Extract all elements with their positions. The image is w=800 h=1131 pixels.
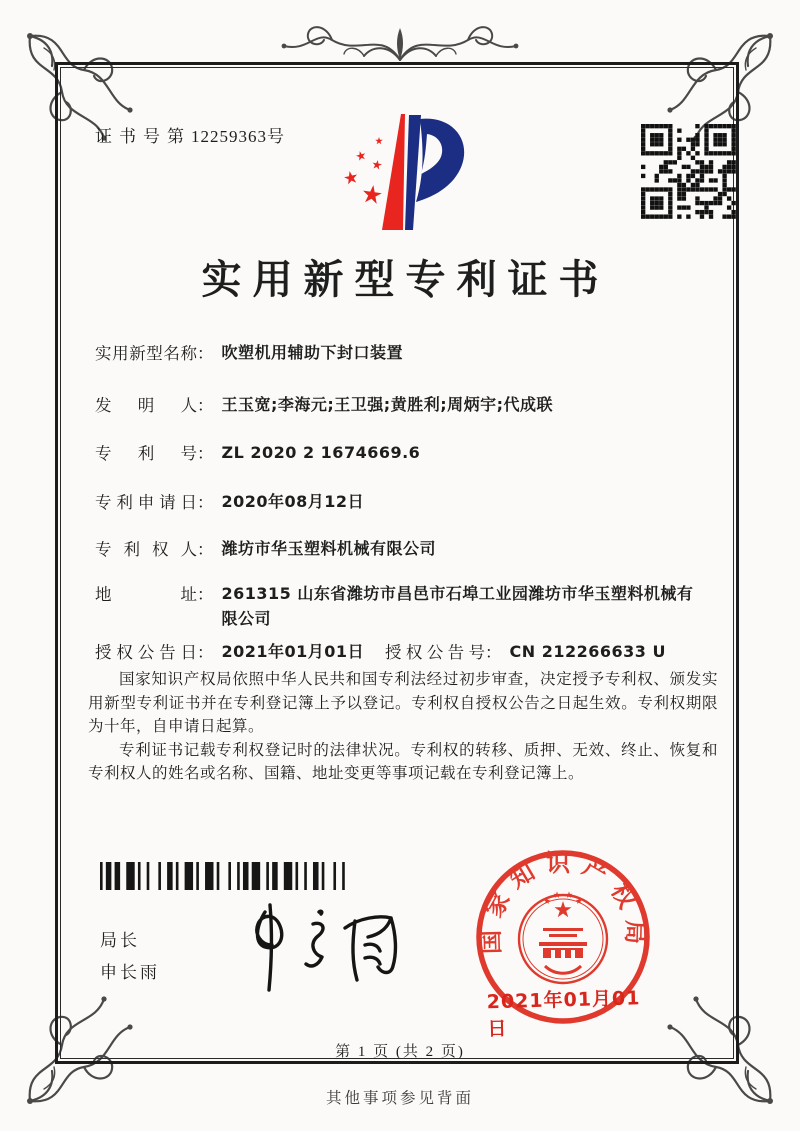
top-center-flourish — [270, 10, 530, 70]
field-label: 专利号 — [95, 444, 197, 463]
seal-ring-text: 国家知识产权局 — [478, 851, 648, 955]
certificate-title: 实用新型专利证书 — [201, 257, 610, 302]
officer-name: 申长雨 — [100, 963, 160, 983]
certificate-number — [95, 122, 291, 147]
field-value: 吹塑机用辅助下封口装置 — [221, 343, 404, 362]
field-value: 潍坊市华玉塑料机械有限公司 — [221, 539, 437, 558]
field-value: 2021年01月01日 — [221, 642, 365, 661]
field-label: 发明人 — [95, 396, 197, 415]
field-label: 地址 — [95, 585, 197, 604]
field-row-patent-number: 专利号 ： ZL 2020 2 1674669.6 — [95, 440, 420, 465]
field-row-filing-date: 专利申请日 ： 2020年08月12日 — [95, 489, 364, 514]
field-value: 261315 山东省潍坊市昌邑市石埠工业园潍坊市华玉塑料机械有限公司 — [221, 584, 694, 628]
legal-paragraph-1: 国家知识产权局依照中华人民共和国专利法经过初步审查，决定授予专利权、颁发实用新型专利证书并在专利登记簿上予以登记。专利权自授权公告之日起生效。专利权期限为十年，自申请日起算。 — [88, 671, 718, 735]
certificate-number-suffix: 号 — [267, 127, 291, 146]
officer-title: 局长 — [100, 931, 140, 951]
field-row-address: 地址 ： 261315 山东省潍坊市昌邑市石埠工业园潍坊市华玉塑料机械有限公司 — [95, 581, 700, 631]
field-row-utility-model-name: 实用新型名称 ： 吹塑机用辅助下封口装置 — [95, 340, 403, 365]
field-grant-number: 授权公告号 ： CN 212266633 U — [385, 639, 666, 664]
legal-paragraph-2: 专利证书记载专利权登记时的法律状况。专利权的转移、质押、无效、终止、恢复和专利权人的姓名或名称、国籍、地址变更等事项记载在专利登记簿上。 — [88, 741, 718, 782]
signature-shen-changyu — [225, 900, 415, 1000]
field-row-inventors: 发明人 ： 王玉宽;李海元;王卫强;黄胜利;周炳宇;代成联 — [95, 392, 553, 417]
field-label: 专利权人 — [95, 540, 197, 559]
field-value: ZL 2020 2 1674669.6 — [221, 443, 421, 462]
field-row-grant — [95, 639, 715, 664]
certificate-number-value: 12259363 — [191, 127, 267, 146]
field-label: 实用新型名称 — [95, 344, 197, 363]
field-grant-date: 授权公告日 ： 2021年01月01日 — [95, 639, 715, 664]
field-row-patentee: 专利权人 ： 潍坊市华玉塑料机械有限公司 — [95, 536, 436, 561]
field-value: 王玉宽;李海元;王卫强;黄胜利;周炳宇;代成联 — [221, 395, 553, 414]
field-label: 专利申请日 — [95, 493, 197, 512]
seal-date: 2021年01月01日 — [486, 987, 641, 1041]
barcode — [100, 862, 348, 890]
qr-code — [641, 124, 736, 219]
field-value: 2020年08月12日 — [221, 492, 365, 511]
legal-text — [88, 668, 718, 786]
back-note: 其他事项参见背面 — [325, 1090, 474, 1107]
field-value: CN 212266633 U — [509, 642, 666, 661]
field-label: 授权公告日 — [95, 643, 197, 662]
page-number: 第 1 页 (共 2 页) — [335, 1044, 465, 1060]
cnipa-logo-icon — [335, 110, 475, 238]
field-label: 授权公告号 — [385, 643, 485, 662]
certificate-number-prefix: 证书号第 — [95, 127, 191, 146]
